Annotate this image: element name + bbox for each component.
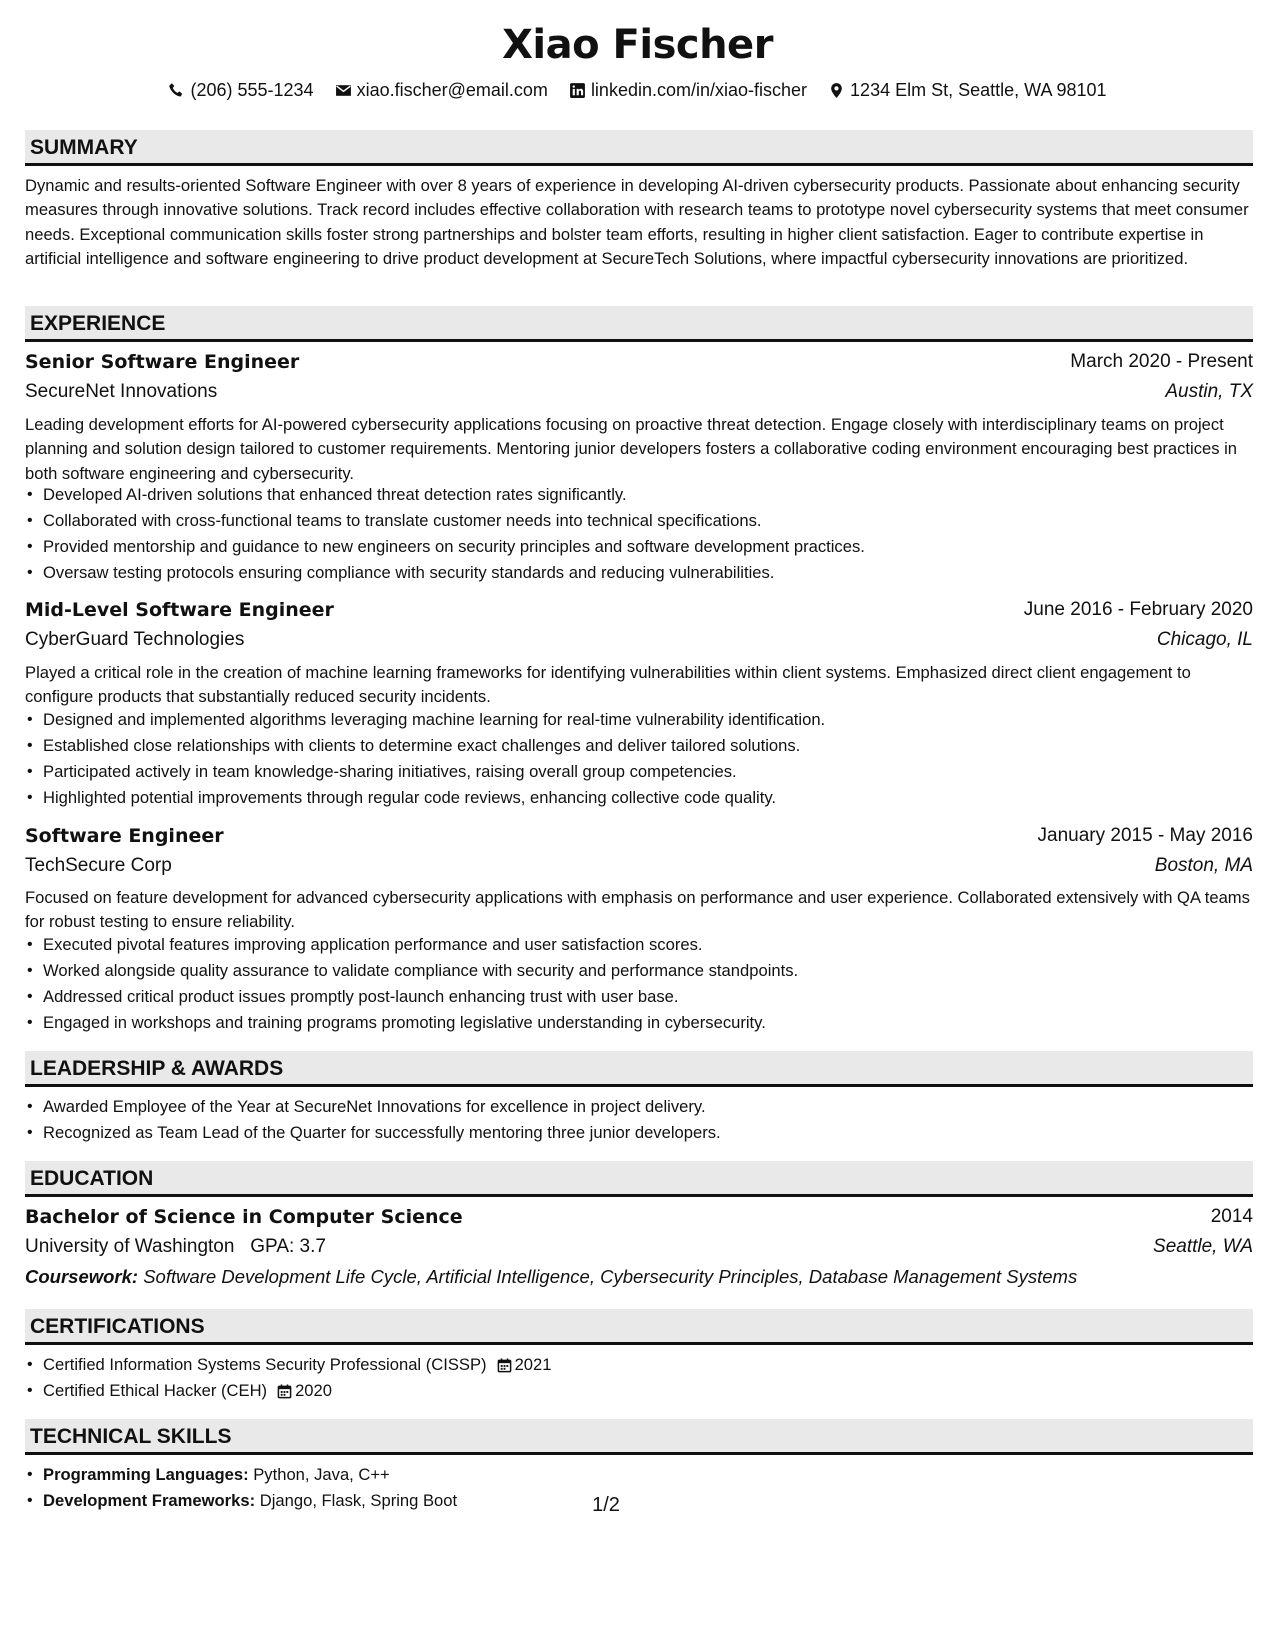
job-description: Played a critical role in the creation of machine learning frameworks for identifying vulnerabilities within client systems. Emphasized direct client engagement to configure products that substantially reduced security incidents. (25, 663, 1191, 707)
contact-linkedin[interactable] (569, 80, 807, 101)
contact-phone[interactable] (168, 80, 313, 101)
list-item: • Worked alongside quality assurance to validate compliance with security and performance standpoints. (25, 958, 1253, 984)
list-item: • Participated actively in team knowledge-sharing initiatives, raising overall group competencies. (25, 759, 1253, 785)
section-title: TECHNICAL SKILLS (30, 1425, 232, 1448)
envelope-icon (335, 82, 352, 99)
list-item: • Established close relationships with clients to determine exact challenges and deliver tailored solutions. (25, 733, 1253, 759)
linkedin-icon (569, 82, 586, 99)
list-item (25, 1462, 1253, 1488)
job-description: Focused on feature development for advanced cybersecurity applications with emphasis on performance and user experience. Collaborated extensively with QA teams for robust testing to ensure reliability. (25, 888, 1250, 932)
job-bullets (25, 482, 1253, 586)
skill-value: Django, Flask, Spring Boot (259, 1491, 458, 1510)
job-location: Chicago, IL (1156, 629, 1253, 650)
list-item: • Executed pivotal features improving application performance and user satisfaction scores. (25, 932, 1253, 958)
section-summary-heading (25, 130, 1253, 166)
cert-name: Certified Ethical Hacker (CEH) (43, 1381, 268, 1400)
list-item: • Provided mentorship and guidance to new engineers on security principles and software development practices. (25, 534, 1253, 560)
coursework-list: Software Development Life Cycle, Artificial Intelligence, Cybersecurity Principles, Database Management Systems (143, 1266, 1078, 1287)
section-title: LEADERSHIP & AWARDS (30, 1057, 284, 1080)
education-year: 2014 (1210, 1206, 1253, 1227)
job-company: TechSecure Corp (25, 855, 172, 876)
list-item: • Collaborated with cross-functional teams to translate customer needs into technical specifications. (25, 508, 1253, 534)
section-skills-heading (25, 1419, 1253, 1455)
section-title: EDUCATION (30, 1167, 154, 1190)
list-item (25, 1352, 1253, 1378)
page-number: 1/2 (592, 1494, 620, 1516)
education-location: Seattle, WA (1153, 1236, 1253, 1257)
calendar-icon (497, 1358, 512, 1373)
job-bullets (25, 932, 1253, 1036)
calendar-icon (277, 1384, 292, 1399)
list-item: • Oversaw testing protocols ensuring compliance with security standards and reducing vulnerabilities. (25, 560, 1253, 586)
degree: Bachelor of Science in Computer Science (25, 1206, 463, 1228)
job-title: Software Engineer (25, 825, 224, 847)
list-item: • Developed AI-driven solutions that enhanced threat detection rates significantly. (25, 482, 1253, 508)
school-line (25, 1236, 326, 1258)
job-description: Leading development efforts for AI-powered cybersecurity applications focusing on proactive threat detection. Engage closely with interdisciplinary teams on project planning and solution design tailored to customer requirements. Mentoring junior developers fosters a collaborative coding environment encouraging best practices in both software engineering and cybersecurity. (25, 415, 1238, 483)
phone-text: (206) 555-1234 (190, 80, 314, 100)
linkedin-text: linkedin.com/in/xiao-fischer (590, 80, 808, 100)
section-experience-heading (25, 306, 1253, 342)
contact-email[interactable] (335, 80, 548, 101)
gpa: GPA: 3.7 (250, 1236, 326, 1257)
job-location: Boston, MA (1154, 855, 1253, 876)
job-location: Austin, TX (1165, 381, 1253, 402)
list-item: • Recognized as Team Lead of the Quarter for successfully mentoring three junior developers. (25, 1120, 1253, 1146)
job-dates: March 2020 - Present (1070, 351, 1253, 372)
cert-year: 2021 (514, 1355, 552, 1374)
contact-bar (0, 80, 1275, 104)
list-item (25, 1378, 1253, 1404)
summary-text: Dynamic and results-oriented Software Engineer with over 8 years of experience in developing AI-driven cybersecurity products. Passionate about enhancing security measures through innovative solutions. Track record includes effective collaboration with research teams to prototype novel cybersecurity systems that meet consumer needs. Exceptional communication skills foster strong partnerships and bolster team efforts, resulting in higher client satisfaction. Eager to contribute expertise in artificial intelligence and software engineering to drive product development at SecureTech Solutions, where impactful cybersecurity innovations are prioritized. (25, 176, 1249, 269)
job-bullets (25, 707, 1253, 811)
job-dates: January 2015 - May 2016 (1037, 825, 1253, 846)
list-item: • Designed and implemented algorithms leveraging machine learning for real-time vulnerability identification. (25, 707, 1253, 733)
coursework (25, 1266, 1253, 1288)
list-item: • Highlighted potential improvements through regular code reviews, enhancing collective code quality. (25, 785, 1253, 811)
cert-name: Certified Information Systems Security Professional (CISSP) (43, 1355, 487, 1374)
school: University of Washington (25, 1236, 235, 1257)
section-leadership-heading (25, 1051, 1253, 1087)
job-dates: June 2016 - February 2020 (1023, 599, 1253, 620)
section-title: EXPERIENCE (30, 312, 166, 335)
skill-label: Development Frameworks: (43, 1491, 256, 1510)
coursework-label: Coursework: (25, 1266, 139, 1287)
certification-list (25, 1352, 1253, 1404)
leadership-bullets (25, 1094, 1253, 1146)
job-title: Senior Software Engineer (25, 351, 300, 373)
email-text: xiao.fischer@email.com (356, 80, 548, 100)
phone-icon (168, 82, 185, 99)
candidate-name: Xiao Fischer (502, 22, 773, 68)
map-pin-icon (828, 82, 845, 99)
address-text: 1234 Elm St, Seattle, WA 98101 (850, 80, 1107, 100)
section-title: CERTIFICATIONS (30, 1315, 205, 1338)
job-company: SecureNet Innovations (25, 381, 218, 402)
list-item: • Addressed critical product issues promptly post-launch enhancing trust with user base. (25, 984, 1253, 1010)
section-certifications-heading (25, 1309, 1253, 1345)
job-title: Mid-Level Software Engineer (25, 599, 334, 621)
cert-year: 2020 (295, 1381, 332, 1400)
skill-label: Programming Languages: (43, 1465, 249, 1484)
list-item: • Awarded Employee of the Year at SecureNet Innovations for excellence in project delivery. (25, 1094, 1253, 1120)
section-title: SUMMARY (30, 136, 138, 159)
job-company: CyberGuard Technologies (25, 629, 245, 650)
list-item: • Engaged in workshops and training programs promoting legislative understanding in cybersecurity. (25, 1010, 1253, 1036)
section-education-heading (25, 1161, 1253, 1197)
contact-address (828, 80, 1106, 101)
skill-value: Python, Java, C++ (253, 1465, 390, 1484)
